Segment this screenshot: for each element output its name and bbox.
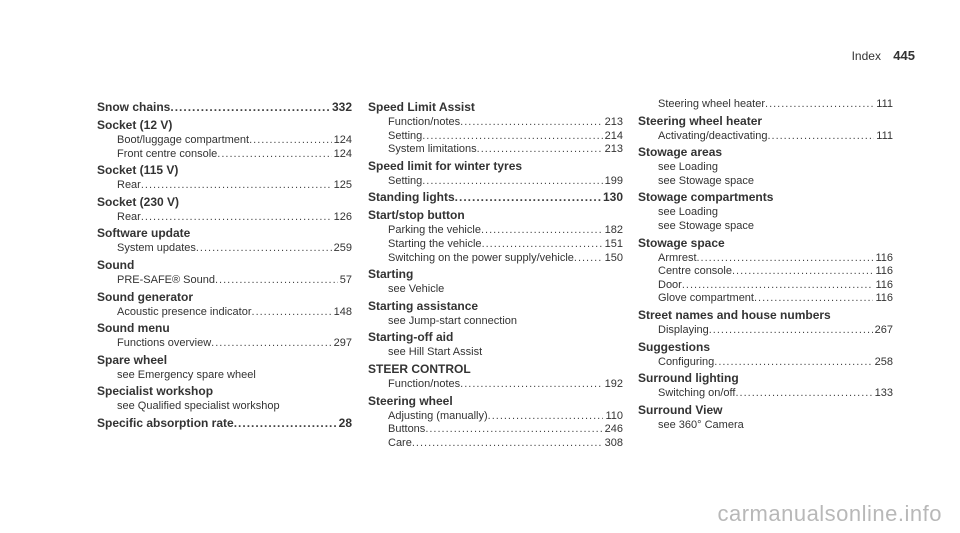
index-subentry-text: see Stowage space [658, 219, 755, 232]
dot-leader [422, 130, 602, 144]
dot-leader [709, 324, 873, 338]
index-term [97, 382, 352, 400]
dot-leader [735, 387, 872, 401]
index-subentry-text: System limitations [388, 143, 477, 156]
dot-leader [215, 274, 338, 288]
index-subentry [368, 423, 623, 437]
index-term-text: Software update [97, 226, 191, 241]
index-term [368, 157, 623, 175]
page-reference: 124 [333, 147, 352, 160]
index-subentry [368, 143, 623, 157]
index-entry [638, 401, 893, 433]
page-reference: 110 [605, 409, 623, 422]
page-reference: 267 [874, 323, 893, 336]
index-term [97, 351, 352, 369]
index-entry [638, 369, 893, 401]
page-reference: 246 [604, 423, 623, 436]
index-term [638, 338, 893, 356]
index-entry [368, 188, 623, 206]
index-subentry [638, 98, 893, 112]
dot-leader [455, 188, 601, 206]
index-subentry-text: Adjusting (manually) [388, 409, 488, 422]
page-reference: 199 [604, 174, 623, 187]
dot-leader [460, 378, 602, 392]
index-subentry-text: Rear [117, 179, 141, 192]
index-subentry [638, 265, 893, 279]
index-subentry [638, 175, 893, 189]
index-term-text: Street names and house numbers [638, 307, 831, 322]
index-subentry-text: Armrest [658, 251, 697, 264]
dot-leader [574, 252, 603, 266]
index-entry [368, 157, 623, 189]
page-reference: 148 [333, 305, 352, 318]
index-term-text: Suggestions [638, 339, 711, 354]
index-term [97, 414, 352, 432]
index-term [97, 319, 352, 337]
index-subentry [97, 337, 352, 351]
index-term [638, 234, 893, 252]
index-subentry-text: see Emergency spare wheel [117, 368, 256, 381]
index-term [97, 161, 352, 179]
index-term [638, 401, 893, 419]
index-subentry [97, 211, 352, 225]
index-subentry-text: Acoustic presence indicator [117, 305, 252, 318]
index-subentry [638, 130, 893, 144]
page-header [852, 48, 915, 63]
index-term-text: Sound menu [97, 321, 170, 336]
index-entry [97, 288, 352, 320]
page-reference: 213 [604, 116, 623, 128]
index-subentry-text: Centre console [658, 265, 732, 278]
index-term [638, 306, 893, 324]
index-subentry-text: Boot/luggage compartment [117, 134, 250, 146]
page-reference: 213 [604, 143, 623, 156]
index-term [368, 206, 623, 224]
index-subentry-text: Door [658, 278, 682, 291]
index-term-text: Socket (115 V) [97, 163, 179, 178]
index-term [638, 369, 893, 387]
dot-leader [425, 423, 602, 437]
dot-leader [765, 98, 874, 112]
dot-leader [211, 337, 331, 351]
index-subentry [368, 346, 623, 360]
index-entry [97, 319, 352, 351]
index-subentry [368, 224, 623, 238]
index-subentry [638, 161, 893, 175]
index-subentry [97, 179, 352, 193]
page-reference: 192 [604, 377, 623, 390]
index-subentry-text: see 360° Camera [658, 418, 744, 431]
dot-leader [732, 265, 873, 279]
dot-leader [482, 238, 603, 252]
index-subentry [368, 283, 623, 297]
page-reference: 258 [874, 355, 893, 368]
index-subentry-text: Parking the vehicle [388, 224, 481, 237]
index-subentry [638, 324, 893, 338]
page-reference: 332 [331, 100, 352, 114]
index-term-text: Sound [97, 257, 135, 272]
index-subentry [638, 279, 893, 293]
index-subentry-text: Function/notes [388, 116, 461, 128]
page-reference: 125 [333, 179, 352, 192]
index-term [97, 116, 352, 134]
index-subentry-text: Setting [388, 174, 423, 187]
dot-leader [754, 292, 873, 306]
page-reference: 111 [876, 129, 893, 142]
index-entry [97, 382, 352, 414]
dot-leader [141, 179, 332, 193]
index-term-text: Stowage compartments [638, 190, 774, 205]
index-entry [638, 98, 893, 112]
page-reference: 308 [604, 436, 623, 449]
index-entry [638, 112, 893, 144]
index-subentry-text: PRE-SAFE® Sound [117, 273, 215, 286]
index-subentry-text: Function/notes [388, 377, 461, 390]
index-entry [638, 234, 893, 306]
page-reference: 116 [875, 292, 893, 305]
page-reference: 126 [333, 210, 352, 223]
index-term [368, 297, 623, 315]
index-subentry [368, 238, 623, 252]
dot-leader [234, 414, 337, 432]
index-entry [368, 206, 623, 265]
index-entry [368, 297, 623, 329]
index-entry [97, 414, 352, 432]
index-subentry [368, 252, 623, 266]
index-subentry [368, 130, 623, 144]
index-subentry [638, 419, 893, 433]
index-term-text: Stowage space [638, 235, 725, 250]
index-term [638, 188, 893, 206]
index-subentry-text: Switching on/off [658, 387, 736, 400]
index-term [368, 360, 623, 378]
index-subentry [368, 410, 623, 424]
dot-leader [481, 224, 603, 238]
index-entry [638, 338, 893, 370]
index-term [368, 392, 623, 410]
index-term [368, 98, 623, 116]
dot-leader [714, 356, 872, 370]
index-entry [368, 98, 623, 157]
index-subentry-text: Care [388, 436, 412, 449]
index-term-text: Socket (230 V) [97, 194, 180, 209]
index-subentry [97, 134, 352, 148]
index-subentry-text: see Qualified specialist workshop [117, 400, 280, 413]
index-entry [97, 116, 352, 161]
index-entry [638, 306, 893, 338]
index-entry [368, 392, 623, 451]
index-term-text: Spare wheel [97, 352, 168, 367]
index-term-text: Specialist workshop [97, 384, 214, 399]
page-reference: 111 [876, 98, 893, 110]
index-subentry-text: see Loading [658, 206, 718, 219]
dot-leader [682, 279, 874, 293]
index-subentry [97, 400, 352, 414]
page-reference: 297 [333, 337, 352, 350]
page-reference: 28 [338, 415, 352, 430]
page-reference: 57 [339, 273, 352, 286]
index-subentry [368, 315, 623, 329]
index-subentry-text: Displaying [658, 323, 709, 336]
index-subentry-text: see Stowage space [658, 174, 755, 187]
index-term-text: STEER CONTROL [368, 361, 471, 376]
index-term-text: Starting-off aid [368, 330, 454, 345]
index-subentry [638, 252, 893, 266]
index-term-text: Sound generator [97, 289, 194, 304]
index-subentry-text: Steering wheel heater [658, 98, 766, 110]
page-reference: 130 [602, 190, 623, 205]
dot-leader [196, 242, 332, 256]
page-reference: 116 [875, 265, 893, 278]
index-subentry [638, 292, 893, 306]
page-reference: 214 [604, 129, 623, 142]
page-reference: 124 [333, 134, 352, 146]
dot-leader [170, 98, 330, 116]
page-reference: 151 [604, 237, 623, 250]
index-subentry-text: Buttons [388, 423, 426, 436]
index-subentry-text: Switching on the power supply/vehicle [388, 251, 574, 264]
dot-leader [460, 116, 602, 130]
index-subentry [638, 356, 893, 370]
dot-leader [217, 148, 331, 162]
index-entry [97, 224, 352, 256]
index-subentry-text: Front centre console [117, 147, 218, 160]
dot-leader [422, 175, 602, 189]
page-reference: 133 [874, 387, 893, 400]
index-term-text: Stowage areas [638, 145, 723, 160]
dot-leader [767, 130, 874, 144]
index-term [368, 265, 623, 283]
index-subentry [97, 306, 352, 320]
index-subentry [97, 242, 352, 256]
index-term-text: Speed limit for winter tyres [368, 158, 523, 173]
index-column-3 [638, 98, 893, 432]
index-subentry-text: Configuring [658, 355, 715, 368]
index-subentry [97, 148, 352, 162]
index-term-text: Starting [368, 267, 414, 282]
dot-leader [141, 211, 332, 225]
index-column-2 [368, 98, 623, 450]
index-subentry [368, 116, 623, 130]
index-entry [97, 161, 352, 193]
index-subentry [97, 274, 352, 288]
index-term-text: Specific absorption rate [97, 415, 234, 430]
index-column-1 [97, 98, 352, 432]
index-term-text: Socket (12 V) [97, 118, 173, 132]
page-reference: 116 [875, 278, 893, 291]
index-subentry-text: see Hill Start Assist [388, 346, 483, 359]
index-term [368, 188, 623, 206]
index-subentry [97, 369, 352, 383]
index-entry [638, 188, 893, 233]
page-reference: 150 [604, 251, 623, 264]
index-entry [97, 193, 352, 225]
index-subentry-text: Glove compartment [658, 292, 754, 305]
index-term [97, 256, 352, 274]
index-term-text: Surround View [638, 402, 723, 417]
index-term [97, 98, 352, 116]
dot-leader [252, 306, 332, 320]
dot-leader [697, 252, 874, 266]
index-subentry-text: Setting [388, 129, 423, 142]
index-entry [97, 256, 352, 288]
index-subentry-text: System updates [117, 242, 196, 255]
dot-leader [412, 437, 603, 451]
index-subentry [368, 175, 623, 189]
dot-leader [477, 143, 603, 157]
dot-leader [488, 410, 604, 424]
index-term-text: Steering wheel heater [638, 113, 763, 128]
index-term [97, 193, 352, 211]
dot-leader [249, 134, 332, 148]
section-label: Index [851, 49, 881, 63]
index-entry [368, 265, 623, 297]
index-subentry [368, 437, 623, 451]
index-term [638, 143, 893, 161]
index-term [368, 328, 623, 346]
index-subentry-text: Functions overview [117, 337, 212, 350]
index-subentry-text: Rear [117, 210, 141, 223]
index-term [638, 112, 893, 130]
index-term [97, 288, 352, 306]
index-term-text: Speed Limit Assist [368, 100, 475, 114]
index-entry [97, 98, 352, 116]
index-subentry [638, 220, 893, 234]
index-entry [368, 360, 623, 392]
index-subentry-text: see Vehicle [388, 283, 445, 296]
index-subentry [638, 206, 893, 220]
index-subentry-text: see Jump-start connection [388, 314, 518, 327]
page-number: 445 [893, 48, 915, 63]
index-term [97, 224, 352, 242]
index-term-text: Steering wheel [368, 393, 453, 408]
index-entry [368, 328, 623, 360]
index-subentry [368, 378, 623, 392]
index-entry [97, 351, 352, 383]
index-subentry [638, 387, 893, 401]
index-subentry-text: Starting the vehicle [388, 237, 482, 250]
index-term-text: Surround lighting [638, 371, 739, 386]
page-reference: 116 [875, 251, 893, 264]
watermark: carmanualsonline.info [717, 501, 942, 526]
index-entry [638, 143, 893, 188]
index-term-text: Standing lights [368, 190, 455, 205]
index-term-text: Starting assistance [368, 298, 479, 313]
index-term-text: Start/stop button [368, 208, 465, 223]
index-subentry-text: Activating/deactivating [658, 129, 768, 142]
index-subentry-text: see Loading [658, 161, 718, 174]
index-term-text: Snow chains [97, 100, 171, 114]
page-reference: 259 [333, 242, 352, 255]
page-reference: 182 [604, 224, 623, 237]
